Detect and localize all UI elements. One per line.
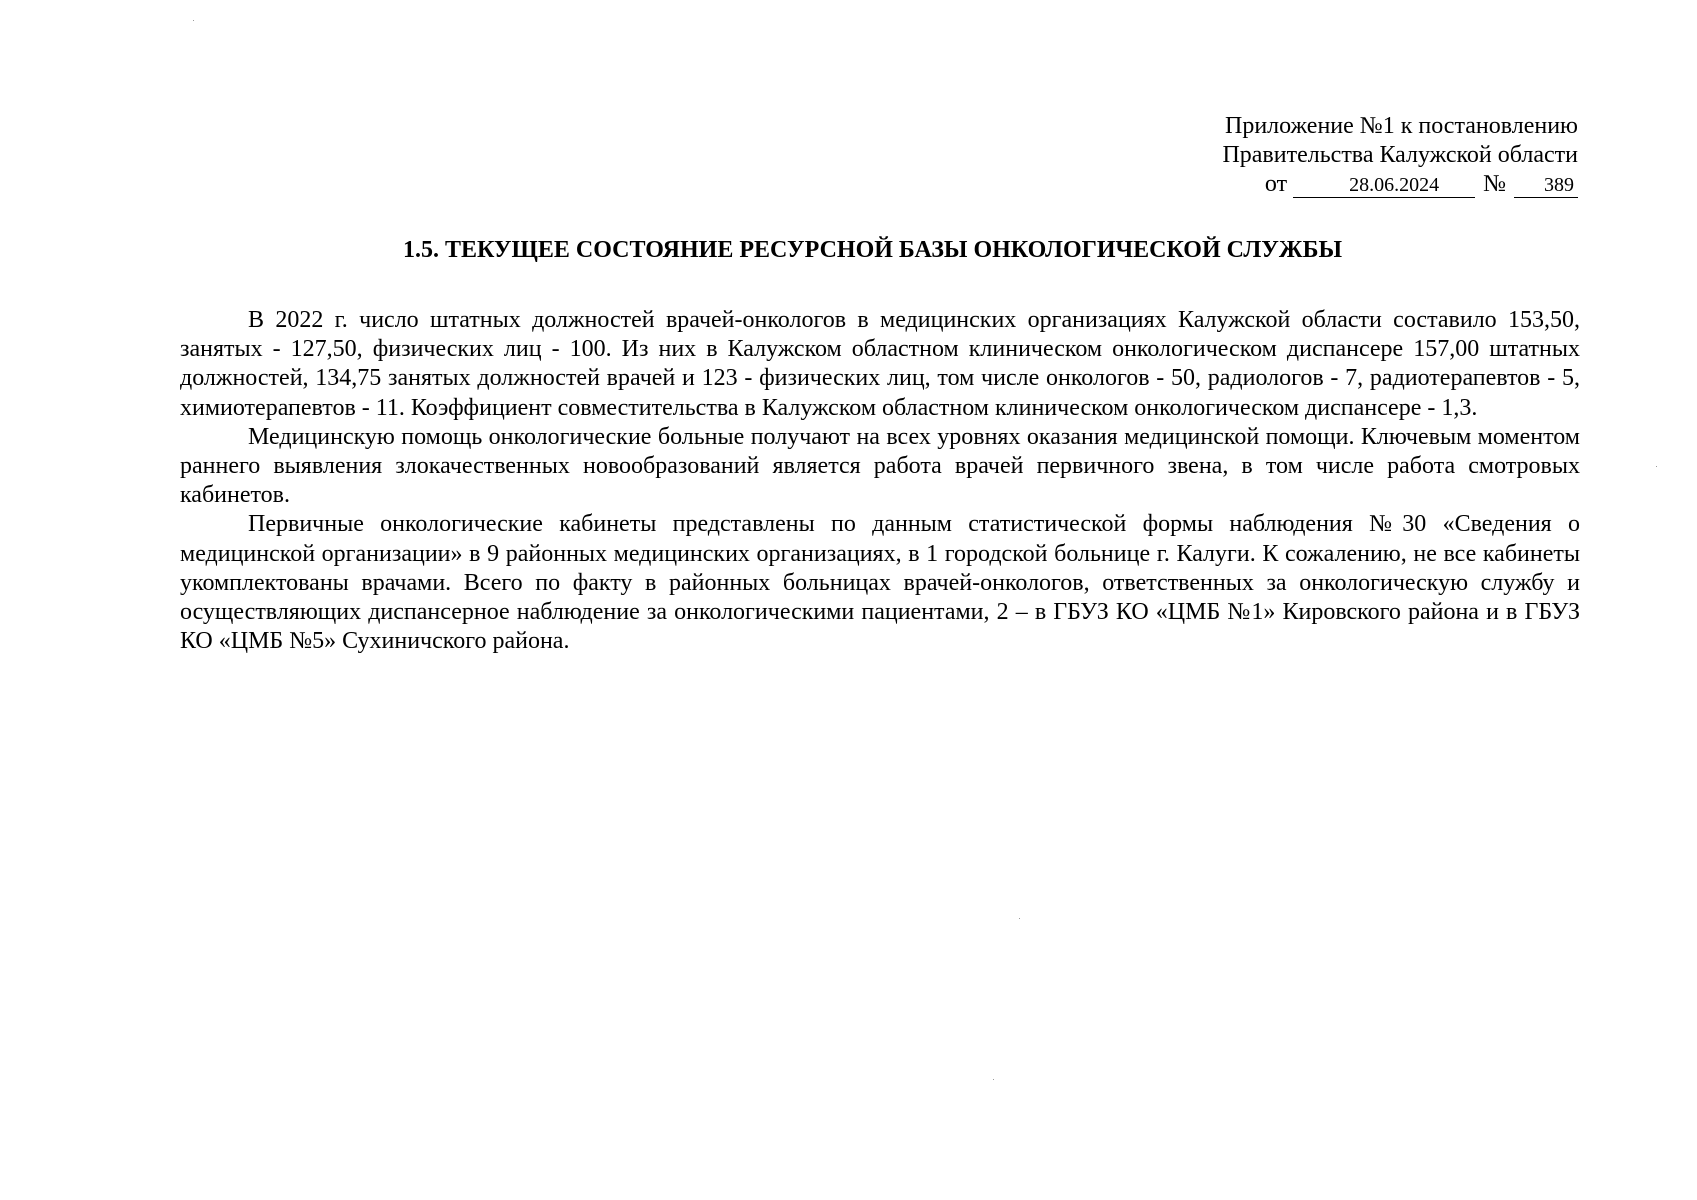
date-prefix: от [1264,171,1288,197]
paragraph-primary-cabinets: Первичные онкологические кабинеты представлены по данным статистической формы наблюдения №30 «Сведения о медицинской организации» в 9 районных медицинских организациях, в 1 городской больнице г. Калуги. К сожалению, не все кабинеты укомплектованы врачами. Всего по факту в районных больницах врачей-онкологов, ответственных за онкологическую службу и осуществляющих диспансерное наблюдение за онкологическими пациентами, 2 – в ГБУЗ КО «ЦМБ №1» Кировского района и в ГБУЗ КО «ЦМБ №5» Сухиничского района. [180,511,1580,655]
resolution-date: 28.06.2024 [1293,173,1475,198]
resolution-number: 389 [1514,173,1578,198]
scan-speck [993,1079,994,1080]
paragraph-staffing: В 2022 г. число штатных должностей врачей-онкологов в медицинских организациях Калужской области составило 153,50, занятых - 127,50, физических лиц - 100. Из них в Калужском областном клиническом онкологическом диспансере 157,00 штатных должностей, 134,75 занятых должностей врачей и 123 - физических лиц, том числе онкологов - 50, радиологов - 7, радиотерапевтов - 5, химиотерапевтов - 11. Коэффициент совместительства в Калужском областном клиническом онкологическом диспансере - 1,3. [180,307,1580,421]
appendix-line-2: Правительства Калужской области [1222,142,1578,168]
resolution-date-line [1222,170,1578,199]
appendix-line-1: Приложение №1 к постановлению [1224,113,1578,139]
scan-speck [193,20,194,21]
appendix-header [1222,112,1578,199]
section-body [180,306,1580,656]
scan-speck [1019,918,1020,919]
paragraph-care-levels: Медицинскую помощь онкологические больные получают на всех уровнях оказания медицинской помощи. Ключевым моментом раннего выявления злокачественных новообразований является работа врачей первичного звена, в том числе работа смотровых кабинетов. [180,423,1580,509]
section-title: 1.5. ТЕКУЩЕЕ СОСТОЯНИЕ РЕСУРСНОЙ БАЗЫ ОНКОЛОГИЧЕСКОЙ СЛУЖБЫ [402,237,1343,263]
number-prefix: № [1483,171,1506,197]
scan-speck [1656,466,1657,467]
